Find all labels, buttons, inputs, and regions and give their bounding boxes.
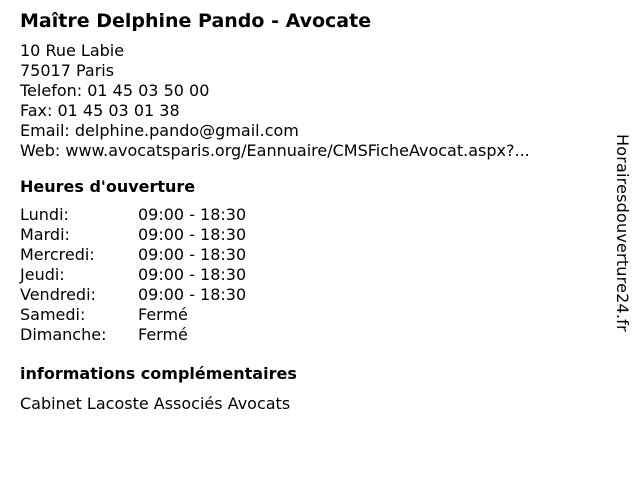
- email-line: Email: delphine.pando@gmail.com: [20, 121, 299, 140]
- hours-day: Jeudi:: [20, 265, 65, 284]
- address-street: 10 Rue Labie: [20, 41, 125, 60]
- opening-hours-list: [20, 205, 610, 345]
- hours-time: 09:00 - 18:30: [138, 225, 247, 244]
- hours-row-monday: [20, 205, 610, 225]
- hours-row-wednesday: [20, 245, 610, 265]
- web-line: Web: www.avocatsparis.org/Eannuaire/CMSFicheAvocat.aspx?...: [20, 141, 530, 160]
- hours-row-tuesday: [20, 225, 610, 245]
- additional-info-text: Cabinet Lacoste Associés Avocats: [20, 394, 291, 413]
- hours-day: Mardi:: [20, 225, 70, 244]
- hours-row-friday: [20, 285, 610, 305]
- hours-day: Lundi:: [20, 205, 69, 224]
- phone-line: Telefon: 01 45 03 50 00: [20, 81, 210, 100]
- hours-time: 09:00 - 18:30: [138, 205, 247, 224]
- hours-time: Fermé: [138, 305, 188, 324]
- hours-time: 09:00 - 18:30: [138, 285, 247, 304]
- site-brand-watermark: Horairesdouverture24.fr: [613, 134, 632, 332]
- fax-line: Fax: 01 45 03 01 38: [20, 101, 180, 120]
- hours-day: Dimanche:: [20, 325, 107, 344]
- hours-row-sunday: [20, 325, 610, 345]
- hours-time: 09:00 - 18:30: [138, 245, 247, 264]
- hours-day: Vendredi:: [20, 285, 96, 304]
- hours-row-thursday: [20, 265, 610, 285]
- hours-day: Samedi:: [20, 305, 86, 324]
- hours-time: Fermé: [138, 325, 188, 344]
- business-card: [20, 8, 610, 414]
- additional-info-heading: informations complémentaires: [20, 364, 297, 383]
- page-title: Maître Delphine Pando - Avocate: [20, 10, 372, 32]
- hours-time: 09:00 - 18:30: [138, 265, 247, 284]
- hours-day: Mercredi:: [20, 245, 95, 264]
- hours-row-saturday: [20, 305, 610, 325]
- opening-hours-heading: Heures d'ouverture: [20, 177, 196, 196]
- address-city: 75017 Paris: [20, 61, 115, 80]
